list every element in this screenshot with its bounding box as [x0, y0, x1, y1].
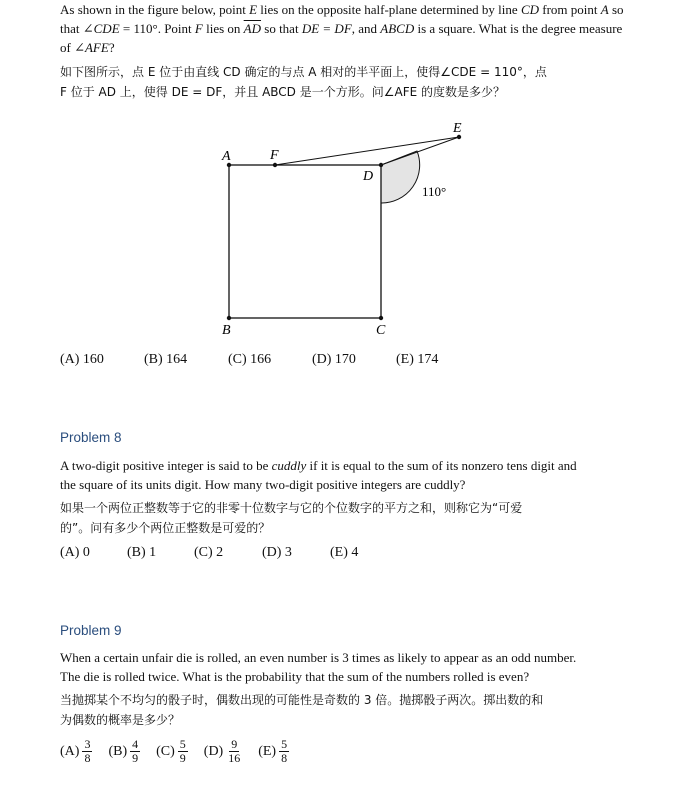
- point-c: [379, 316, 383, 320]
- math: F: [194, 21, 203, 36]
- text-line: 的”。问有多少个两位正整数是可爱的？: [60, 521, 271, 535]
- text: so that: [261, 21, 302, 36]
- denominator: 8: [84, 751, 91, 765]
- choice-c[interactable]: (C) 2: [194, 545, 224, 560]
- text: the square of its units digit. How many two-digit positive integers are cuddly?: [60, 477, 466, 492]
- choice-c[interactable]: (C) 166: [228, 352, 272, 367]
- problem7-choices: [60, 352, 438, 368]
- segment-de: [381, 137, 459, 165]
- fraction: [82, 738, 92, 765]
- fraction: [279, 738, 289, 765]
- math: cuddly: [271, 458, 307, 473]
- segment-fe: [275, 137, 459, 165]
- problem8-choices: [60, 545, 358, 561]
- numerator: 4: [132, 737, 139, 751]
- math: CDE: [93, 21, 120, 36]
- choice-b[interactable]: (B) 1: [127, 545, 157, 560]
- geometry-figure: [0, 0, 690, 345]
- text: lies on: [202, 21, 244, 36]
- choice-d[interactable]: [204, 738, 242, 765]
- choice-label: (A): [60, 743, 80, 759]
- choice-d[interactable]: (D) 170: [312, 352, 356, 367]
- square-abcd: [229, 165, 381, 318]
- text-line: 如果一个两位正整数等于它的非零十位数字与它的个位数字的平方之和，则称它为“可爱: [60, 501, 523, 515]
- text-line: 为偶数的概率是多少？: [60, 713, 181, 727]
- text: if it is equal to the sum of its nonzero tens digit and: [306, 458, 577, 473]
- problem8-text-en: [60, 456, 630, 494]
- math: CD: [520, 2, 539, 17]
- choice-a[interactable]: (A) 160: [60, 352, 104, 367]
- denominator: 9: [132, 751, 139, 765]
- text: lies on the opposite half-plane determined by line: [257, 2, 521, 17]
- denominator: 8: [281, 751, 288, 765]
- math: E: [249, 2, 258, 17]
- math: AFE: [84, 40, 109, 55]
- text-line: The die is rolled twice. What is the probability that the sum of the numbers rolled is even?: [60, 669, 530, 684]
- choice-a[interactable]: (A) 0: [60, 545, 90, 560]
- angle-arc: [381, 151, 420, 203]
- math: A: [600, 2, 609, 17]
- text: = 110°. Point: [119, 21, 195, 36]
- text-line: When a certain unfair die is rolled, an even number is 3 times as likely to appear as an odd number.: [60, 650, 577, 665]
- choice-label: (D): [203, 743, 224, 759]
- choice-e[interactable]: [258, 738, 289, 765]
- label-f: F: [270, 148, 279, 163]
- problem8-heading: Problem 8: [60, 430, 122, 445]
- point-b: [227, 316, 231, 320]
- label-c: C: [376, 323, 386, 338]
- choice-b[interactable]: [108, 738, 140, 765]
- label-e: E: [453, 121, 462, 136]
- numerator: 5: [179, 737, 186, 751]
- choice-d[interactable]: (D) 3: [262, 545, 292, 560]
- label-d: D: [363, 169, 374, 184]
- choice-label: (B): [108, 743, 128, 759]
- denominator: 16: [228, 751, 241, 765]
- text: from point: [539, 2, 601, 17]
- numerator: 3: [84, 737, 91, 751]
- text: A two-digit positive integer is said to be: [60, 458, 272, 473]
- problem8-text-zh: [60, 498, 630, 538]
- numerator: 9: [231, 737, 238, 751]
- point-f: [273, 163, 277, 167]
- math: DE = DF: [301, 21, 352, 36]
- text: is a square. What is the degree measure of ∠: [60, 21, 623, 55]
- choice-label: (E): [258, 743, 277, 759]
- problem9-heading: Problem 9: [60, 623, 122, 638]
- choice-e[interactable]: (E) 174: [396, 352, 439, 367]
- choice-label: (C): [156, 743, 175, 759]
- fraction: [178, 738, 188, 765]
- text: so that ∠: [60, 2, 624, 36]
- text: ?: [108, 40, 115, 55]
- problem9-choices: [60, 738, 305, 765]
- choice-b[interactable]: (B) 164: [144, 352, 188, 367]
- choice-e[interactable]: (E) 4: [330, 545, 359, 560]
- math: ABCD: [380, 21, 415, 36]
- math: $\overline{AD}$: [243, 21, 262, 36]
- fraction: [130, 738, 140, 765]
- text: As shown in the figure below, point: [60, 2, 250, 17]
- text-line: 如下图所示，点 E 位于由直线 CD 确定的与点 A 相对的半平面上，使得∠CDE = 110°，点: [60, 65, 547, 79]
- denominator: 9: [179, 751, 186, 765]
- text: , and: [351, 21, 381, 36]
- angle-label: 110°: [422, 184, 447, 199]
- label-a: A: [222, 149, 231, 164]
- label-b: B: [222, 323, 231, 338]
- choice-a[interactable]: [60, 738, 92, 765]
- numerator: 5: [281, 737, 288, 751]
- problem9-text-zh: [60, 690, 660, 730]
- problem9-text-en: [60, 648, 660, 686]
- text-line: 当抛掷某个不均匀的骰子时，偶数出现的可能性是奇数的 3 倍。抛掷骰子两次。掷出数的和: [60, 693, 544, 707]
- choice-c[interactable]: [156, 738, 188, 765]
- text-line: F 位于 AD 上，使得 DE = DF，并且 ABCD 是一个方形。问∠AFE 的度数是多少？: [60, 85, 506, 99]
- fraction: [226, 738, 242, 765]
- point-d: [379, 163, 383, 167]
